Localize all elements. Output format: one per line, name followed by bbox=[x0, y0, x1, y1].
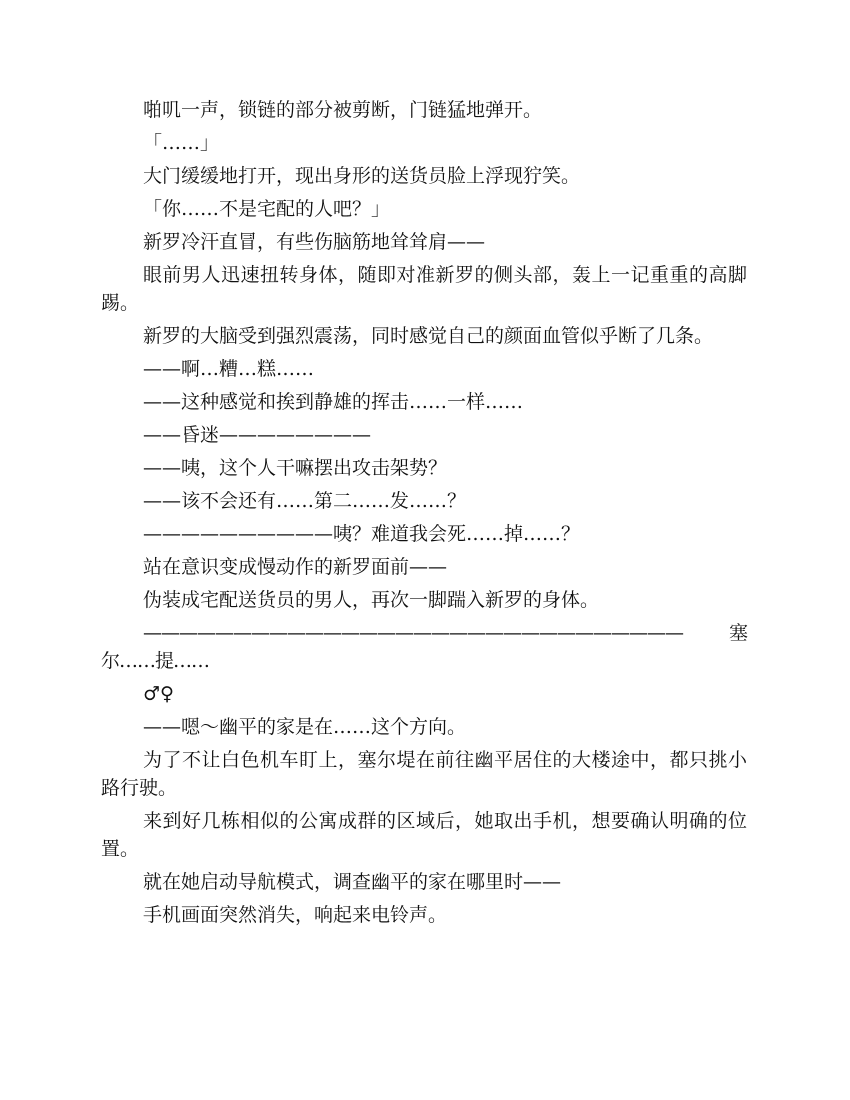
section-break-symbol: ♂♀ bbox=[143, 683, 174, 705]
paragraph: ——————————咦？难道我会死……掉……？ bbox=[143, 523, 581, 545]
paragraph: 「……」 bbox=[143, 132, 220, 154]
paragraph: 伪装成宅配送货员的男人，再次一脚踹入新罗的身体。 bbox=[143, 589, 600, 611]
paragraph: ——该不会还有……第二……发……？ bbox=[143, 490, 467, 512]
paragraph: 大门缓缓地打开，现出身形的送货员脸上浮现狞笑。 bbox=[143, 165, 581, 187]
paragraph: 就在她启动导航模式，调查幽平的家在哪里时—— bbox=[143, 871, 562, 893]
paragraph: 眼前男人迅速扭转身体，随即对准新罗的侧头部，轰上一记重重的高脚踢。 bbox=[101, 264, 747, 314]
paragraph: 新罗冷汗直冒，有些伤脑筋地耸耸肩—— bbox=[143, 231, 486, 253]
paragraph: ——————————————————————————————塞尔……提…… bbox=[101, 622, 747, 672]
paragraph: ——这种感觉和挨到静雄的挥击……一样…… bbox=[143, 391, 524, 413]
paragraph: 手机画面突然消失，响起来电铃声。 bbox=[143, 904, 448, 926]
paragraph: 啪叽一声，锁链的部分被剪断，门链猛地弹开。 bbox=[143, 99, 543, 121]
document-page bbox=[101, 96, 747, 934]
paragraph: 「你……不是宅配的人吧？」 bbox=[143, 198, 391, 220]
paragraph: 为了不让白色机车盯上，塞尔堤在前往幽平居住的大楼途中，都只挑小路行驶。 bbox=[101, 749, 747, 799]
paragraph: ——嗯～幽平的家是在……这个方向。 bbox=[143, 716, 467, 738]
paragraph: 站在意识变成慢动作的新罗面前—— bbox=[143, 556, 448, 578]
paragraph: 新罗的大脑受到强烈震荡，同时感觉自己的颜面血管似乎断了几条。 bbox=[143, 325, 714, 347]
paragraph: 来到好几栋相似的公寓成群的区域后，她取出手机，想要确认明确的位置。 bbox=[101, 810, 747, 860]
paragraph: ——昏迷———————— bbox=[143, 424, 372, 446]
paragraph: ——咦，这个人干嘛摆出攻击架势？ bbox=[143, 457, 448, 479]
paragraph: ——啊…糟…糕…… bbox=[143, 358, 315, 380]
